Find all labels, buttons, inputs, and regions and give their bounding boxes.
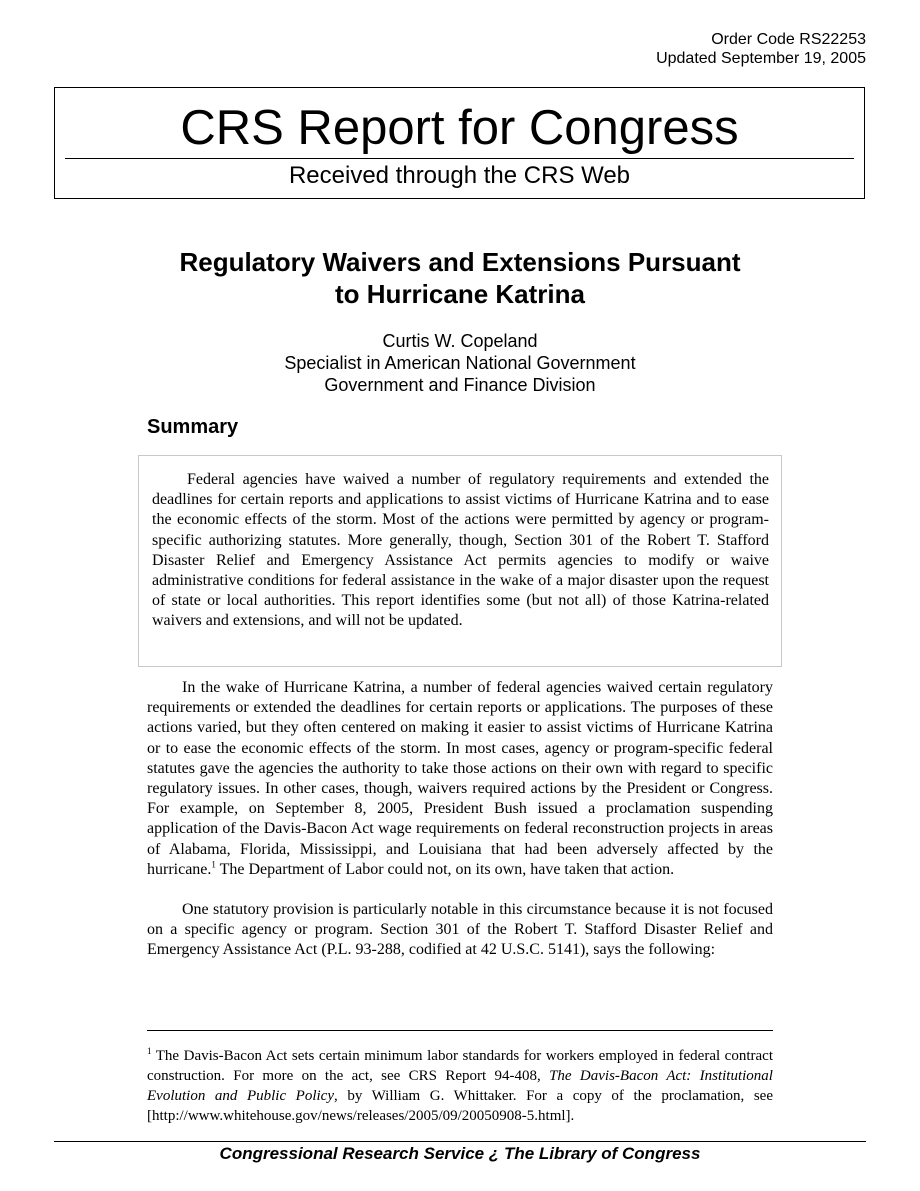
body-paragraph-1 bbox=[147, 678, 773, 880]
page-footer: Congressional Research Service ¿ The Library of Congress bbox=[219, 1144, 701, 1163]
order-code-block bbox=[656, 30, 866, 68]
summary-box bbox=[138, 455, 782, 667]
order-code: Order Code RS22253 bbox=[711, 31, 866, 48]
body-text bbox=[147, 678, 773, 961]
footnote-text-a: The Davis-Bacon Act sets certain minimum labor standards for workers employed in federal contract construction. For more on the act, see CRS Report 94-408, bbox=[147, 1048, 773, 1084]
author-block bbox=[100, 330, 820, 396]
updated-date: Updated September 19, 2005 bbox=[656, 50, 866, 67]
author-name: Curtis W. Copeland bbox=[382, 331, 538, 351]
body-paragraph-1-tail: The Department of Labor could not, on its own, have taken that action. bbox=[215, 860, 675, 878]
body-paragraph-2: One statutory provision is particularly notable in this circumstance because it is not focused on a specific agency or program. Section 301 of the Robert T. Stafford Disaster Relief and Emergency Assistance Act (P.L. 93-288, codified at 42 U.S.C. 5141), says the following: bbox=[147, 901, 773, 959]
masthead-subtitle: Received through the CRS Web bbox=[288, 162, 631, 189]
footnote-1 bbox=[147, 1046, 773, 1126]
masthead-title: CRS Report for Congress bbox=[180, 101, 739, 155]
footnote-divider bbox=[147, 1030, 773, 1031]
footnote-mark: 1 bbox=[147, 1046, 152, 1056]
body-paragraph-1-main: In the wake of Hurricane Katrina, a number of federal agencies waived certain regulatory requirements or extended the deadlines for certain reports or applications. The purposes of these actions varied, but they often centered on making it easier to assist victims of Hurricane Katrina or to ease the economic effects of the storm. In most cases, agency or program-specific federal statutes gave the agencies the authority to take those actions on their own with regard to specific regulatory issues. In other cases, though, waivers required actions by the President or Congress. For example, on September 8, 2005, President Bush issued a proclamation suspending application of the Davis-Bacon Act wage requirements on federal reconstruction projects in areas of Alabama, Florida, Mississippi, and Louisiana that had been adversely affected by the hurricane. bbox=[147, 679, 773, 878]
masthead-divider bbox=[65, 158, 854, 159]
summary-heading: Summary bbox=[147, 416, 239, 438]
masthead bbox=[54, 87, 865, 199]
author-division: Government and Finance Division bbox=[324, 375, 596, 395]
footnote-reference-1: 1 bbox=[211, 859, 216, 870]
author-position: Specialist in American National Government bbox=[284, 353, 636, 373]
footnote-cited-title: The Davis-Bacon Act: Institutional Evolution and Public Policy bbox=[147, 1068, 773, 1104]
footnote-text-b: , by William G. Whittaker. For a copy of the proclamation, see [http://www.whitehouse.gov/news/releases/2005/09/20050908-5.html]. bbox=[147, 1088, 773, 1124]
summary-text: Federal agencies have waived a number of regulatory requirements and extended the deadlines for certain reports and applications to assist victims of Hurricane Katrina and to ease the economic effects of the storm. Most of the actions were permitted by agency or program-specific authorizing statutes. More generally, though, Section 301 of the Robert T. Stafford Disaster Relief and Emergency Assistance Act permits agencies to modify or waive administrative conditions for federal assistance in the wake of a major disaster upon the request of state or local authorities. This report identifies some (but not all) of those Katrina-related waivers and extensions, and will not be updated. bbox=[152, 471, 769, 630]
report-title-line-1: Regulatory Waivers and Extensions Pursuant bbox=[179, 247, 741, 277]
report-title-line-2: to Hurricane Katrina bbox=[335, 279, 585, 309]
footer-divider bbox=[54, 1141, 866, 1142]
report-title bbox=[100, 246, 820, 310]
